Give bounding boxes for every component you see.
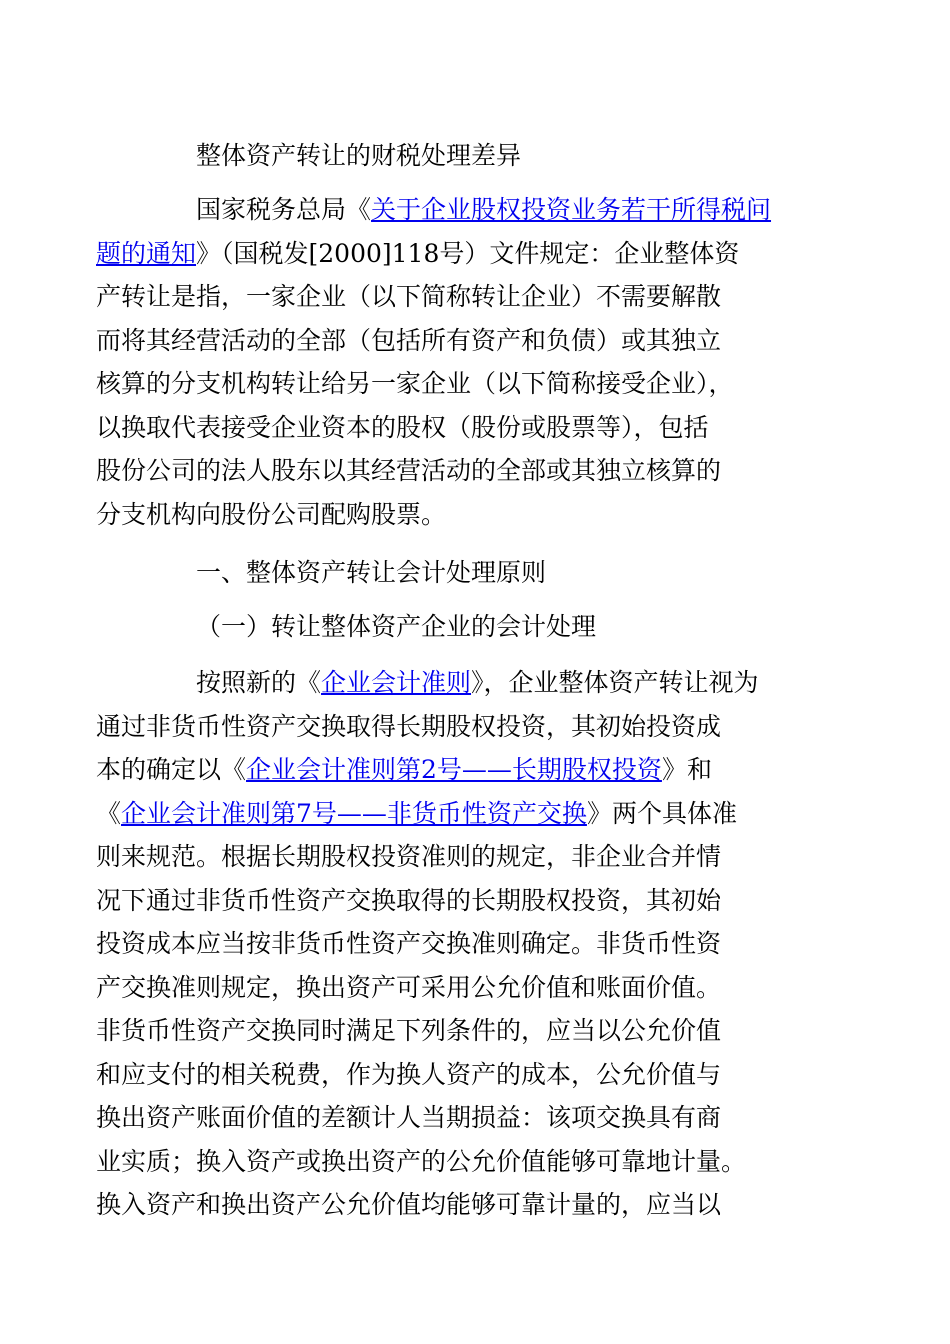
paragraph-line: 产转让是指，一家企业（以下简称转让企业）不需要解散 bbox=[96, 282, 722, 311]
paragraph-line: 而将其经营活动的全部（包括所有资产和负债）或其独立 bbox=[96, 325, 722, 355]
paragraph-line: 通过非货币性资产交换取得长期股权投资，其初始投资成 bbox=[96, 711, 722, 741]
link-notice-title[interactable]: 关于企业股权投资业务若干所得税问 bbox=[371, 195, 772, 224]
section-heading: 一、整体资产转让会计处理原则 bbox=[196, 558, 547, 587]
paragraph-definition bbox=[96, 188, 806, 536]
paragraph-line: 则来规范。根据长期股权投资准则的规定，非企业合并情 bbox=[96, 842, 722, 871]
link-notice-title-cont[interactable]: 题的通知 bbox=[96, 238, 197, 268]
paragraph-line: 以换取代表接受企业资本的股权（股份或股票等），包括 bbox=[96, 412, 709, 442]
paragraph-line: 本的确定以《企业会计准则第2号——长期股权投资》和 bbox=[96, 755, 712, 784]
paragraph-line: 换入资产和换出资产公允价值均能够可靠计量的，应当以 bbox=[96, 1190, 722, 1219]
paragraph-line: 按照新的《企业会计准则》，企业整体资产转让视为 bbox=[196, 668, 759, 697]
link-standard-no2[interactable]: 企业会计准则第2号——长期股权投资 bbox=[246, 755, 662, 784]
paragraph-line: 投资成本应当按非货币性资产交换准则确定。非货币性资 bbox=[96, 929, 722, 958]
document-title: 整体资产转让的财税处理差异 bbox=[196, 141, 522, 170]
link-standard-no7[interactable]: 企业会计准则第7号——非货币性资产交换 bbox=[121, 798, 587, 828]
paragraph-line: 国家税务总局《关于企业股权投资业务若干所得税问 bbox=[196, 195, 772, 224]
paragraph-line: 况下通过非货币性资产交换取得的长期股权投资，其初始 bbox=[96, 885, 722, 915]
paragraph-line: 非货币性资产交换同时满足下列条件的，应当以公允价值 bbox=[96, 1016, 722, 1045]
paragraph-line: 和应支付的相关税费，作为换人资产的成本，公允价值与 bbox=[96, 1059, 722, 1089]
paragraph-line: 股份公司的法人股东以其经营活动的全部或其独立核算的 bbox=[96, 456, 722, 485]
paragraph-line: 核算的分支机构转让给另一家企业（以下简称接受企业）， bbox=[96, 369, 734, 398]
paragraph-line: 业实质；换入资产或换出资产的公允价值能够可靠地计量。 bbox=[96, 1146, 747, 1176]
paragraph-line: 题的通知》（国税发[2000]118号）文件规定：企业整体资 bbox=[96, 238, 740, 268]
paragraph-line: 《企业会计准则第7号——非货币性资产交换》两个具体准 bbox=[96, 798, 737, 828]
link-accounting-standards[interactable]: 企业会计准则 bbox=[321, 668, 472, 697]
paragraph-line: 换出资产账面价值的差额计人当期损益：该项交换具有商 bbox=[96, 1103, 722, 1132]
paragraph-accounting bbox=[96, 661, 806, 1227]
subsection-heading: （一）转让整体资产企业的会计处理 bbox=[196, 612, 597, 641]
paragraph-line: 分支机构向股份公司配购股票。 bbox=[96, 499, 447, 529]
paragraph-line: 产交换准则规定，换出资产可采用公允价值和账面价值。 bbox=[96, 972, 722, 1002]
